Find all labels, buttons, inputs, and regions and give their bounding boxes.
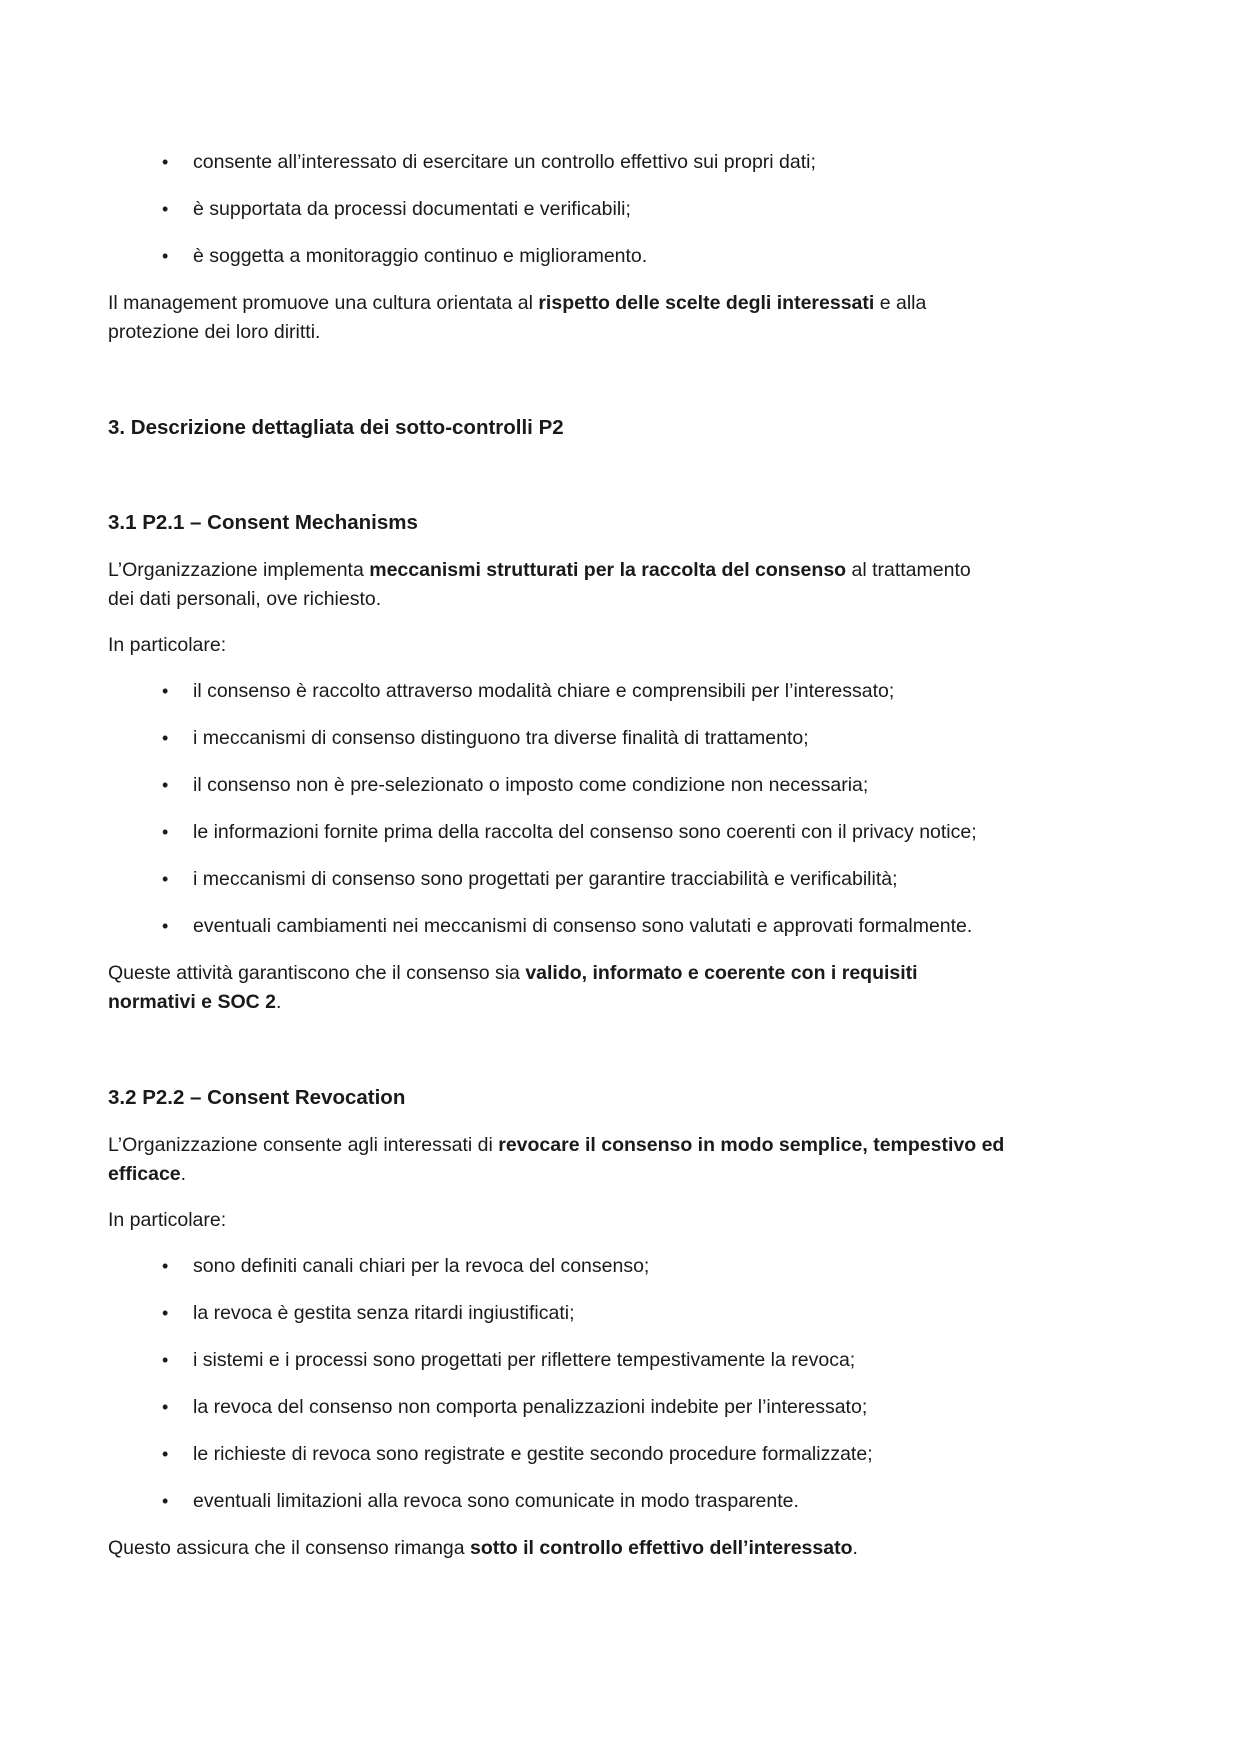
list-item-text: i sistemi e i processi sono progettati per riflettere tempestivamente la revoca; [193, 1349, 856, 1371]
list-item-text: è supportata da processi documentati e verificabili; [193, 198, 631, 220]
text-run: . [852, 1537, 858, 1559]
list-item [162, 818, 1133, 847]
list-item-text: il consenso è raccolto attraverso modalità chiare e comprensibili per l’interessato; [193, 680, 895, 702]
text-run: . [180, 1163, 187, 1185]
list-item [162, 195, 1133, 224]
list-item-text: la revoca è gestita senza ritardi ingiustificati; [193, 1302, 575, 1324]
para-lead-in-p22: In particolare: [108, 1209, 227, 1231]
list-item-text: è soggetta a monitoraggio continuo e miglioramento. [193, 245, 648, 267]
bullet-icon: • [162, 1444, 169, 1464]
heading-section-3-2: 3.2 P2.2 – Consent Revocation [108, 1086, 406, 1109]
bullet-icon: • [162, 1397, 169, 1417]
bullet-list-p21 [108, 677, 1133, 941]
text-run: e alla protezione dei loro diritti. [108, 292, 927, 343]
text-run: Questo assicura che il consenso rimanga [108, 1537, 471, 1559]
text-run: L’Organizzazione consente agli interessati di [108, 1134, 499, 1156]
list-item [162, 1346, 1133, 1375]
list-item [162, 771, 1133, 800]
text-run: . [275, 991, 282, 1013]
bullet-icon: • [162, 1491, 169, 1511]
bullet-icon: • [162, 1303, 169, 1323]
para-lead-in-p21: In particolare: [108, 634, 227, 656]
list-item-text: consente all’interessato di esercitare un controllo effettivo sui propri dati; [193, 151, 816, 173]
list-item-text: le richieste di revoca sono registrate e gestite secondo procedure formalizzate; [193, 1443, 873, 1465]
bullet-icon: • [162, 681, 169, 701]
list-item-text: eventuali limitazioni alla revoca sono comunicate in modo trasparente. [193, 1490, 799, 1512]
bullet-icon: • [162, 728, 169, 748]
list-item [162, 1299, 1133, 1328]
text-run: Queste attività garantiscono che il consenso sia [108, 962, 526, 984]
list-item-text: la revoca del consenso non comporta penalizzazioni indebite per l’interessato; [193, 1396, 868, 1418]
list-item [162, 865, 1133, 894]
text-run: al trattamento dei dati personali, ove richiesto. [108, 559, 971, 610]
bullet-icon: • [162, 775, 169, 795]
para-p21-intro [108, 556, 1133, 614]
list-item [162, 1440, 1133, 1469]
list-item [162, 724, 1133, 753]
bullet-icon: • [162, 199, 169, 219]
text-run-bold: meccanismi strutturati per la raccolta del consenso [369, 559, 847, 581]
list-item-text: il consenso non è pre-selezionato o imposto come condizione non necessaria; [193, 774, 869, 796]
bullet-list-p22 [108, 1252, 1133, 1516]
text-run-bold: valido, informato e coerente con i requisiti normativi e SOC 2 [108, 962, 918, 1013]
bullet-icon: • [162, 152, 169, 172]
bullet-list-principles [108, 148, 1133, 271]
bullet-icon: • [162, 822, 169, 842]
list-item [162, 1393, 1133, 1422]
text-run: L’Organizzazione implementa [108, 559, 370, 581]
bullet-icon: • [162, 1256, 169, 1276]
heading-section-3-1: 3.1 P2.1 – Consent Mechanisms [108, 511, 418, 534]
bullet-icon: • [162, 869, 169, 889]
list-item-text: sono definiti canali chiari per la revoca del consenso; [193, 1255, 650, 1277]
para-p21-outro [108, 959, 1133, 1017]
list-item-text: i meccanismi di consenso distinguono tra diverse finalità di trattamento; [193, 727, 809, 749]
text-run: Il management promuove una cultura orientata al [108, 292, 539, 314]
text-run-bold: revocare il consenso in modo semplice, tempestivo ed efficace [108, 1134, 1005, 1185]
para-p22-intro [108, 1131, 1133, 1189]
list-item [162, 1252, 1133, 1281]
text-run-bold: sotto il controllo effettivo dell’interessato [470, 1537, 853, 1559]
para-management [108, 289, 1133, 347]
bullet-icon: • [162, 1350, 169, 1370]
list-item [162, 148, 1133, 177]
bullet-icon: • [162, 916, 169, 936]
bullet-icon: • [162, 246, 169, 266]
list-item-text: i meccanismi di consenso sono progettati per garantire tracciabilità e verificabilità; [193, 868, 898, 890]
text-run-bold: rispetto delle scelte degli interessati [538, 292, 875, 314]
list-item-text: le informazioni fornite prima della raccolta del consenso sono coerenti con il privacy notice; [193, 821, 977, 843]
list-item [162, 677, 1133, 706]
para-p22-outro [108, 1534, 1133, 1563]
list-item [162, 912, 1133, 941]
list-item-text: eventuali cambiamenti nei meccanismi di consenso sono valutati e approvati formalmente. [193, 915, 973, 937]
heading-section-3: 3. Descrizione dettagliata dei sotto-controlli P2 [108, 416, 564, 439]
list-item [162, 242, 1133, 271]
list-item [162, 1487, 1133, 1516]
